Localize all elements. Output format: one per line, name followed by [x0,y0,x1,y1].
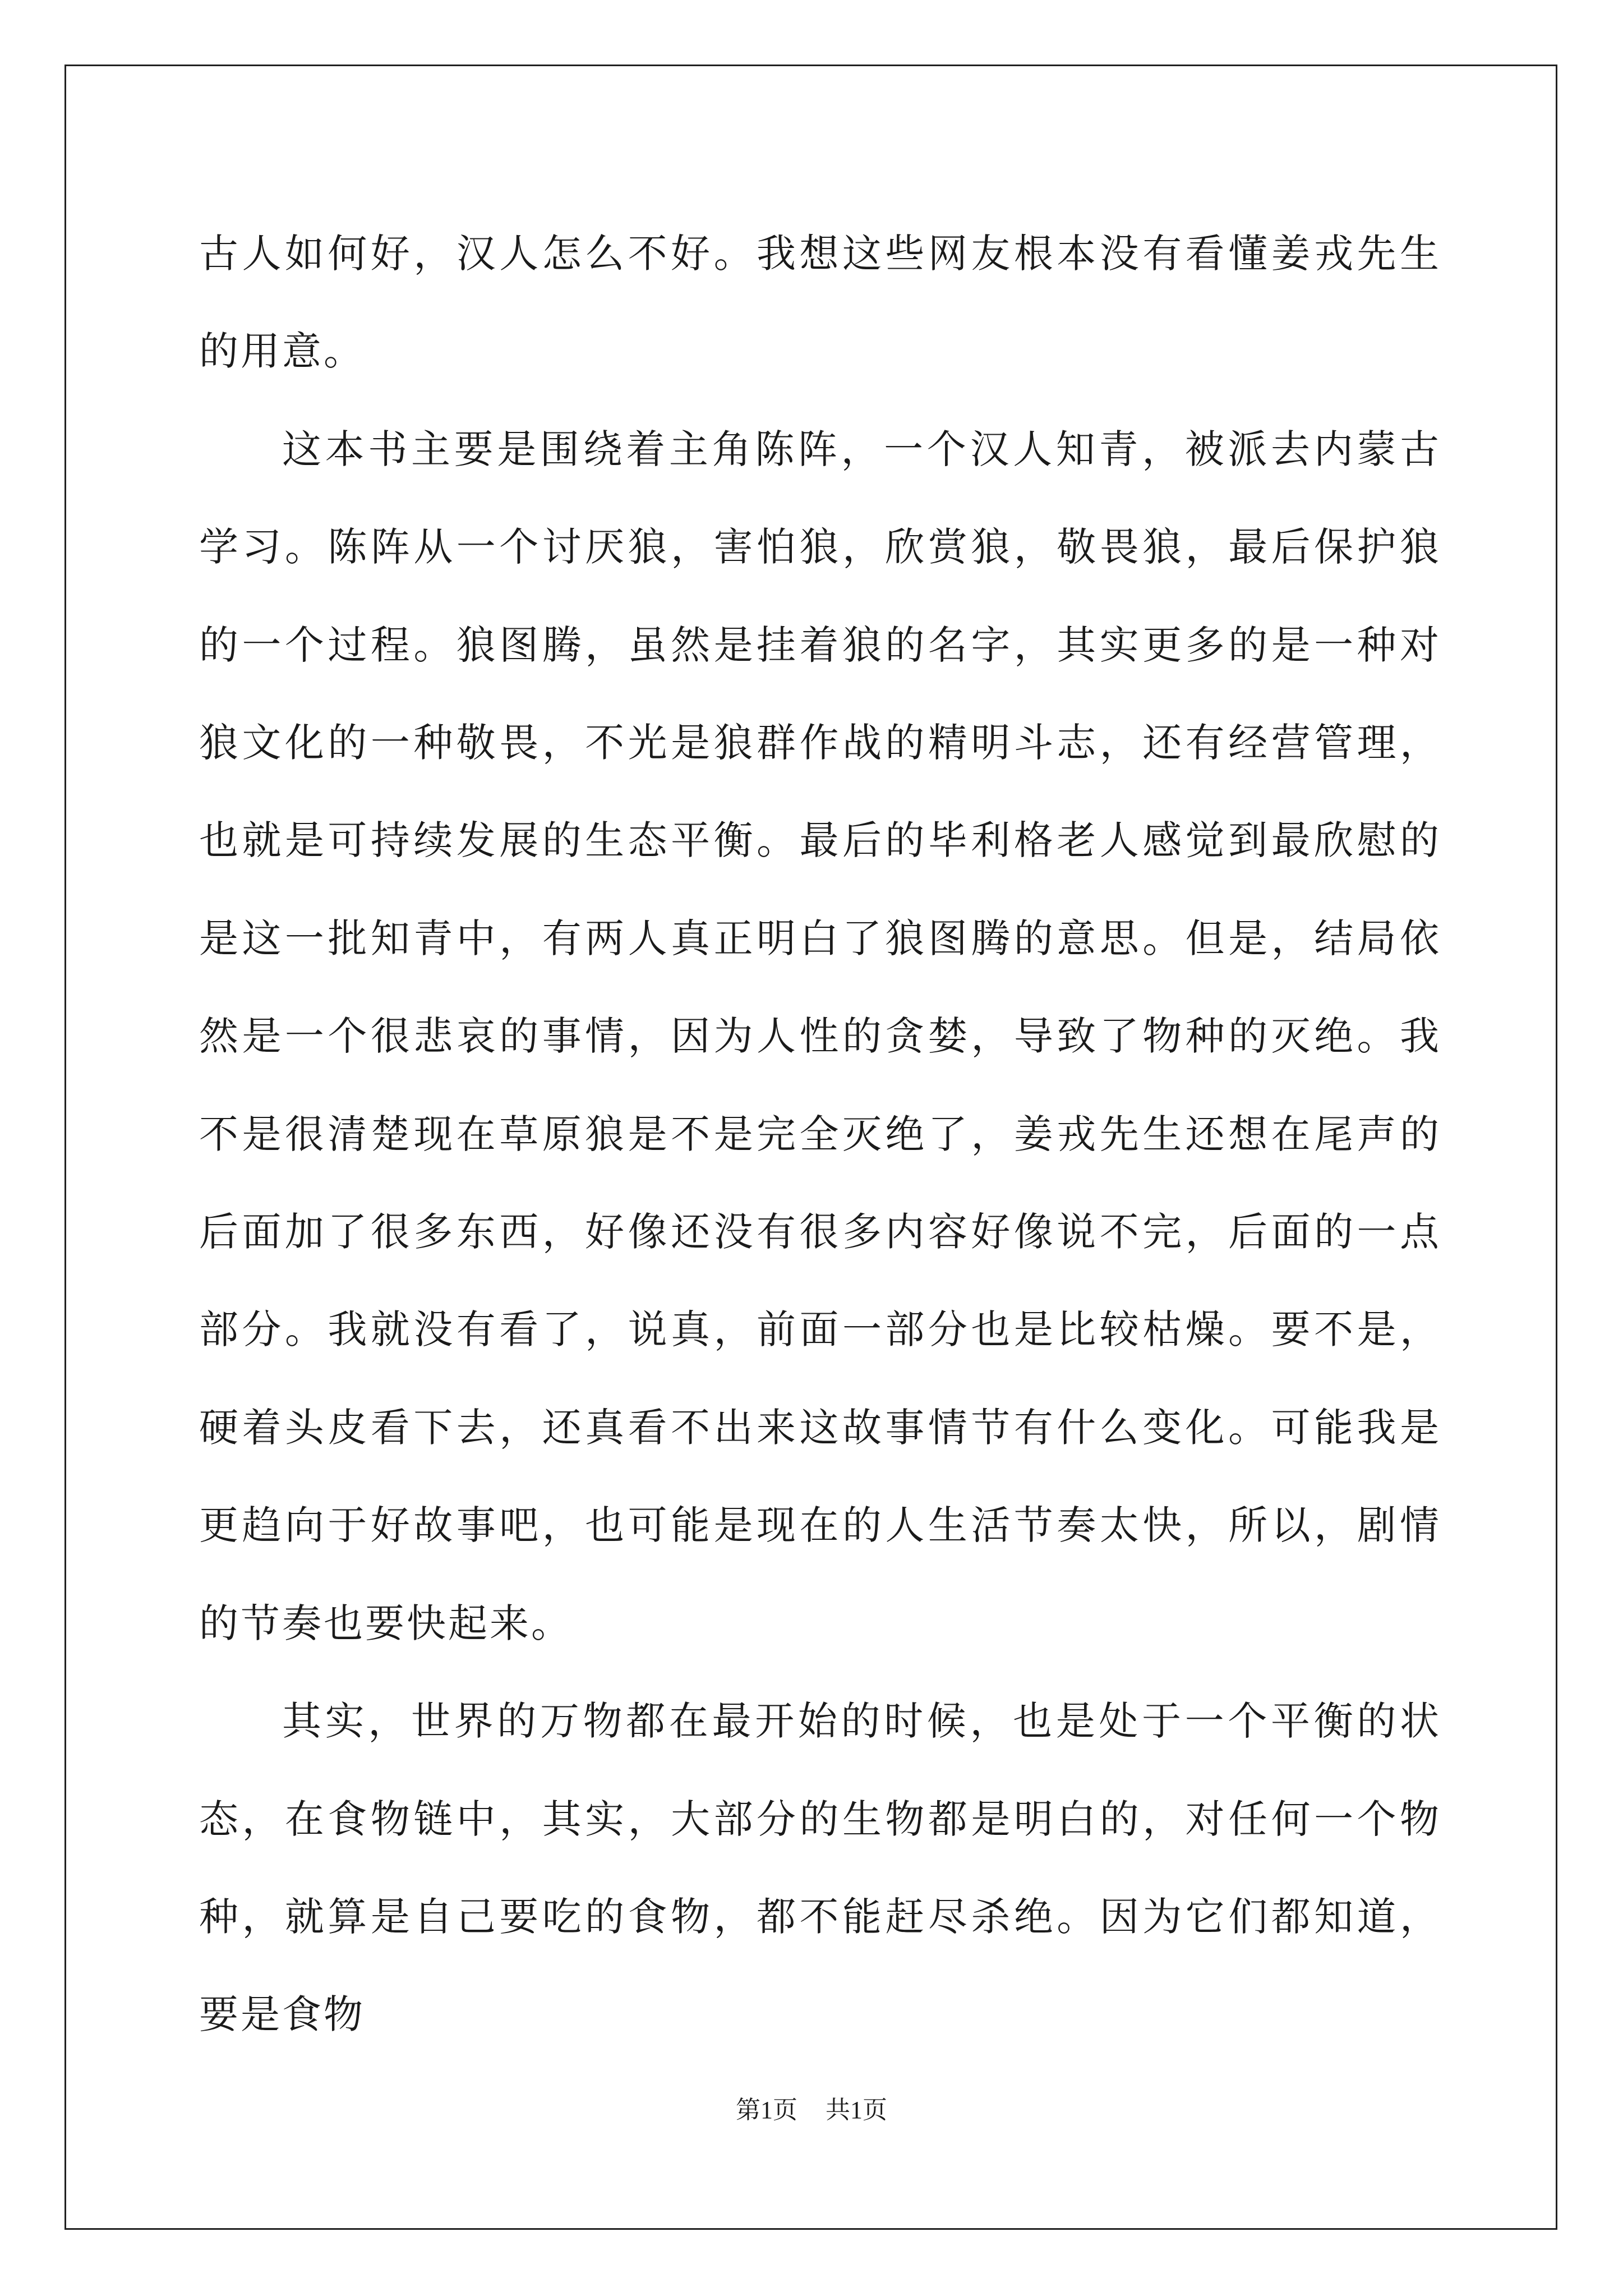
page-number: 第1页 [736,2096,797,2124]
document-body [199,205,1441,2064]
page-total: 共1页 [826,2096,887,2124]
paragraph-continued: 古人如何好，汉人怎么不好。我想这些网友根本没有看懂姜戎先生的用意。 [199,231,1441,375]
paragraph-ecological-balance: 其实，世界的万物都在最开始的时候，也是处于一个平衡的状态，在食物链中，其实，大部分的生物都是明白的，对任何一个物种，就算是自己要吃的食物，都不能赶尽杀绝。因为它们都知道，要是食物 [199,1698,1441,2038]
page-footer [0,2093,1623,2127]
paragraph-plot-summary: 这本书主要是围绕着主角陈阵，一个汉人知青，被派去内蒙古学习。陈阵从一个讨厌狼，害怕狼，欣赏狼，敬畏狼，最后保护狼的一个过程。狼图腾，虽然是挂着狼的名字，其实更多的是一种对狼文化的一种敬畏，不光是狼群作战的精明斗志，还有经营管理，也就是可持续发展的生态平衡。最后的毕利格老人感觉到最欣慰的是这一批知青中，有两人真正明白了狼图腾的意思。但是，结局依然是一个很悲哀的事情，因为人性的贪婪，导致了物种的灭绝。我不是很清楚现在草原狼是不是完全灭绝了，姜戎先生还想在尾声的后面加了很多东西，好像还没有很多内容好像说不完，后面的一点部分。我就没有看了，说真，前面一部分也是比较枯燥。要不是，硬着头皮看下去，还真看不出来这故事情节有什么变化。可能我是更趋向于好故事吧，也可能是现在的人生活节奏太快，所以，剧情的节奏也要快起来。 [199,426,1441,1646]
